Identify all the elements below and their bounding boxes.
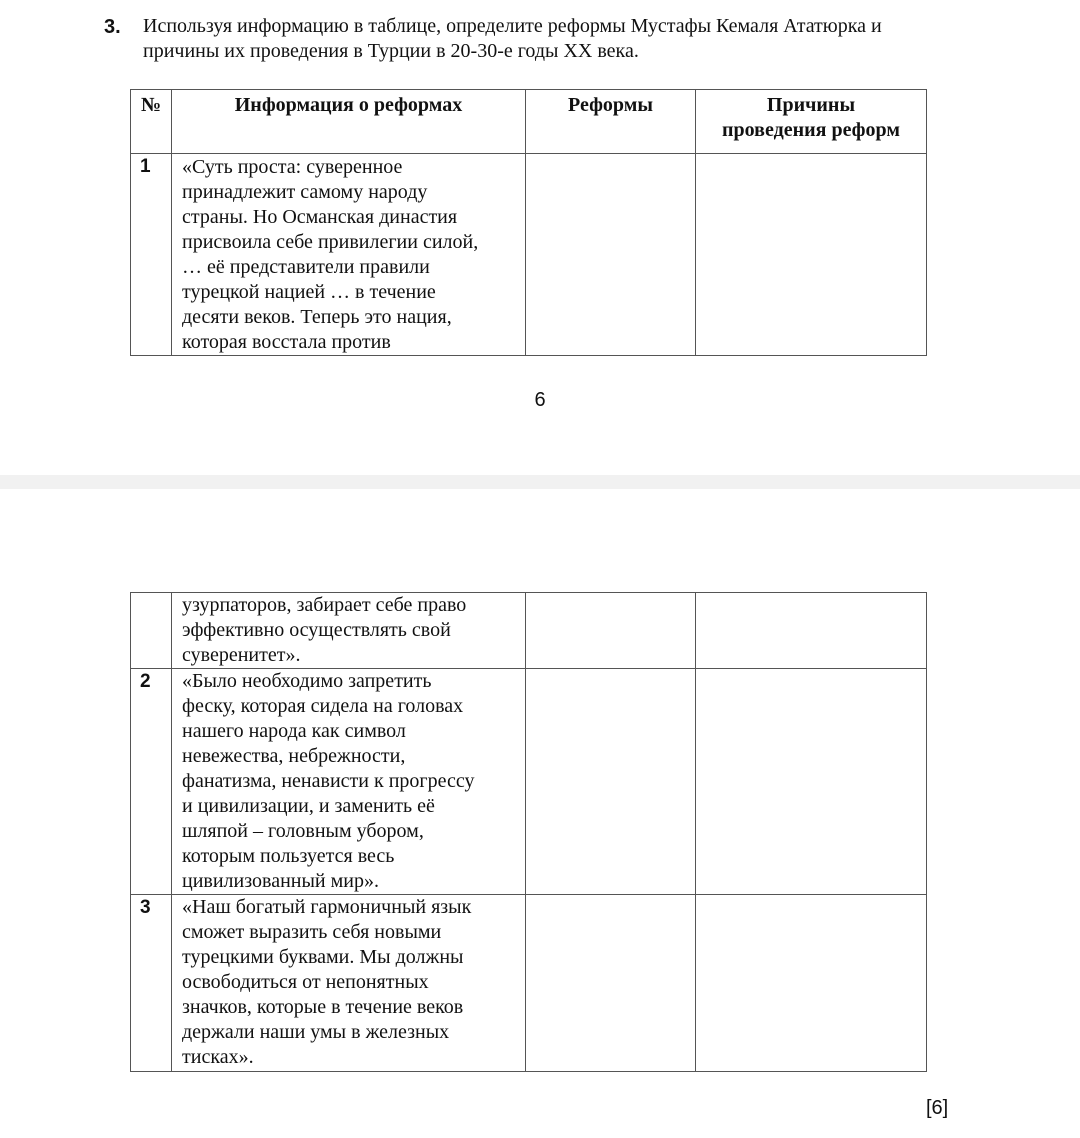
reforms-table-part-2 — [130, 592, 927, 1072]
info-line: сможет выразить себя новыми — [182, 921, 442, 943]
row-number: 3 — [131, 895, 172, 1072]
info-line: шляпой – головным убором, — [182, 820, 424, 842]
table-header-row — [131, 90, 927, 154]
table-row — [131, 154, 927, 356]
info-line: держали наши умы в железных — [182, 1021, 450, 1043]
info-line: значков, которые в течение веков — [182, 996, 464, 1018]
info-line: «Было необходимо запретить — [182, 670, 432, 692]
row-info — [172, 895, 526, 1072]
reforms-table-part-1 — [130, 89, 927, 356]
info-line: феску, которая сидела на головах — [182, 695, 464, 717]
reform-answer-cell[interactable] — [526, 669, 696, 895]
info-line: турецкими буквами. Мы должны — [182, 946, 464, 968]
row-info — [172, 593, 526, 669]
header-reasons-line: Причины — [766, 94, 856, 116]
info-line: эффективно осуществлять свой — [182, 619, 451, 641]
info-line: цивилизованный мир». — [182, 870, 379, 892]
row-number: 1 — [131, 154, 172, 356]
info-line: суверенитет». — [182, 644, 301, 666]
reform-answer-cell[interactable] — [526, 154, 696, 356]
header-reforms: Реформы — [526, 90, 696, 154]
header-number: № — [131, 90, 172, 154]
score-label: [6] — [926, 1097, 949, 1119]
info-line: которым пользуется весь — [182, 845, 395, 867]
row-number: 2 — [131, 669, 172, 895]
info-line: узурпаторов, забирает себе право — [182, 594, 467, 616]
info-line: десяти веков. Теперь это нация, — [182, 306, 452, 328]
reform-answer-cell[interactable] — [526, 895, 696, 1072]
page-separator — [0, 475, 1080, 489]
question-text-line: Используя информацию в таблице, определите реформы Мустафы Кемаля Ататюрка и — [143, 15, 882, 37]
info-line: присвоила себе привилегии силой, — [182, 231, 479, 253]
info-line: принадлежит самому народу — [182, 181, 428, 203]
info-line: … её представители правили — [182, 256, 430, 278]
header-reasons — [696, 90, 927, 154]
reform-answer-cell[interactable] — [526, 593, 696, 669]
header-info: Информация о реформах — [172, 90, 526, 154]
info-line: невежества, небрежности, — [182, 745, 406, 767]
question-text-line: причины их проведения в Турции в 20-30-е годы XX века. — [143, 40, 639, 62]
info-line: освободиться от непонятных — [182, 971, 429, 993]
info-line: и цивилизации, и заменить её — [182, 795, 435, 817]
page-number: 6 — [534, 389, 546, 411]
reason-answer-cell[interactable] — [696, 669, 927, 895]
reason-answer-cell[interactable] — [696, 593, 927, 669]
info-line: турецкой нацией … в течение — [182, 281, 436, 303]
header-reasons-line: проведения реформ — [722, 119, 900, 141]
info-line: страны. Но Османская династия — [182, 206, 458, 228]
info-line: нашего народа как символ — [182, 720, 406, 742]
info-line: которая восстала против — [182, 331, 391, 353]
reason-answer-cell[interactable] — [696, 154, 927, 356]
row-info — [172, 154, 526, 356]
info-line: тисках». — [182, 1046, 254, 1068]
info-line: «Наш богатый гармоничный язык — [182, 896, 472, 918]
table-row — [131, 669, 927, 895]
row-number-empty — [131, 593, 172, 669]
question-number: 3. — [104, 16, 121, 38]
reason-answer-cell[interactable] — [696, 895, 927, 1072]
info-line: «Суть проста: суверенное — [182, 156, 403, 178]
question-text — [143, 14, 983, 64]
table-row — [131, 895, 927, 1072]
table-row — [131, 593, 927, 669]
info-line: фанатизма, ненависти к прогрессу — [182, 770, 475, 792]
row-info — [172, 669, 526, 895]
